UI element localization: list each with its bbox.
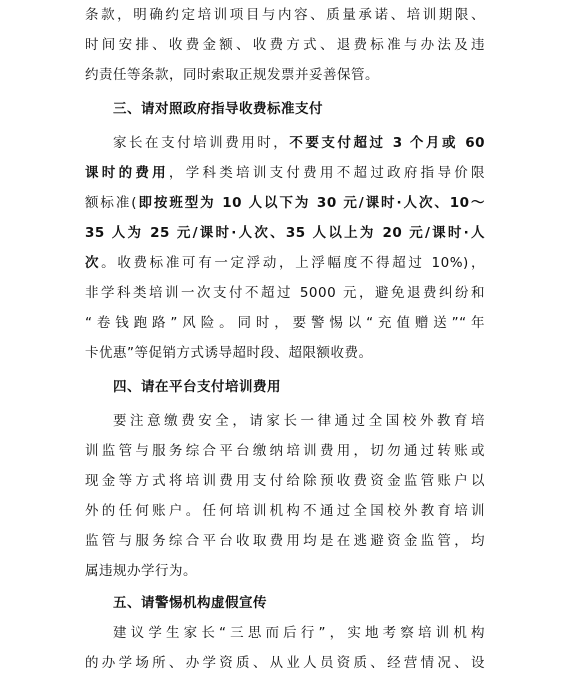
paragraph-line xyxy=(85,128,485,158)
paragraph-line: 训监管与服务综合平台缴纳培训费用，切勿通过转账或 xyxy=(85,443,485,459)
text-span: ，学科类培训支付费用不超过政府指导价限 xyxy=(168,165,486,181)
paragraph-line: 监管与服务综合平台收取费用均是在逃避资金监管，均 xyxy=(85,533,485,549)
paragraph-line: 外的任何账户。任何培训机构不通过全国校外教育培训 xyxy=(85,503,485,519)
section-heading: 四、请在平台支付培训费用 xyxy=(113,379,281,395)
paragraph-line: 卡优惠”等促销方式诱导超时段、超限额收费。 xyxy=(85,345,373,361)
section-heading: 三、请对照政府指导收费标准支付 xyxy=(113,101,323,117)
paragraph-line: 约责任等条款，同时索取正规发票并妥善保管。 xyxy=(85,67,379,83)
paragraph-line: 要注意缴费安全，请家长一律通过全国校外教育培 xyxy=(113,413,485,429)
bold-text-span: 35 人为 25 元/课时·人次、35 人以上为 20 元/课时·人 xyxy=(85,225,485,241)
paragraph-line: 条款，明确约定培训项目与内容、质量承诺、培训期限、 xyxy=(85,7,485,23)
bold-text-span: 次 xyxy=(85,255,102,271)
text-span: 额标准( xyxy=(85,195,138,211)
bold-text-span: 课时的费用 xyxy=(85,165,169,181)
paragraph-line: “卷钱跑路”风险。同时，要警惕以“充值赠送”“年 xyxy=(85,315,485,331)
paragraph-line: 建议学生家长“三思而后行”，实地考察培训机构 xyxy=(113,625,485,641)
paragraph-line: 非学科类培训一次支付不超过 5000 元，避免退费纠纷和 xyxy=(85,285,485,301)
paragraph-line: 现金等方式将培训费用支付给除预收费资金监管账户以 xyxy=(85,473,485,489)
paragraph-line xyxy=(85,188,485,218)
bold-text-span: 不要支付超过 3 个月或 60 xyxy=(289,135,485,151)
text-span: 家长在支付培训费用时， xyxy=(113,135,290,151)
text-span: 。收费标准可有一定浮动，上浮幅度不得超过 10%)， xyxy=(101,255,485,271)
paragraph-line: 的办学场所、办学资质、从业人员资质、经营情况、设 xyxy=(85,655,485,671)
paragraph-line: 时间安排、收费金额、收费方式、退费标准与办法及违 xyxy=(85,37,485,53)
section-heading: 五、请警惕机构虚假宣传 xyxy=(113,595,267,611)
bold-text-span: 即按班型为 10 人以下为 30 元/课时·人次、10～ xyxy=(137,195,485,211)
paragraph-line: 属违规办学行为。 xyxy=(85,563,197,579)
paragraph-line xyxy=(85,158,485,188)
paragraph-line xyxy=(85,218,485,248)
paragraph-line xyxy=(85,248,485,278)
